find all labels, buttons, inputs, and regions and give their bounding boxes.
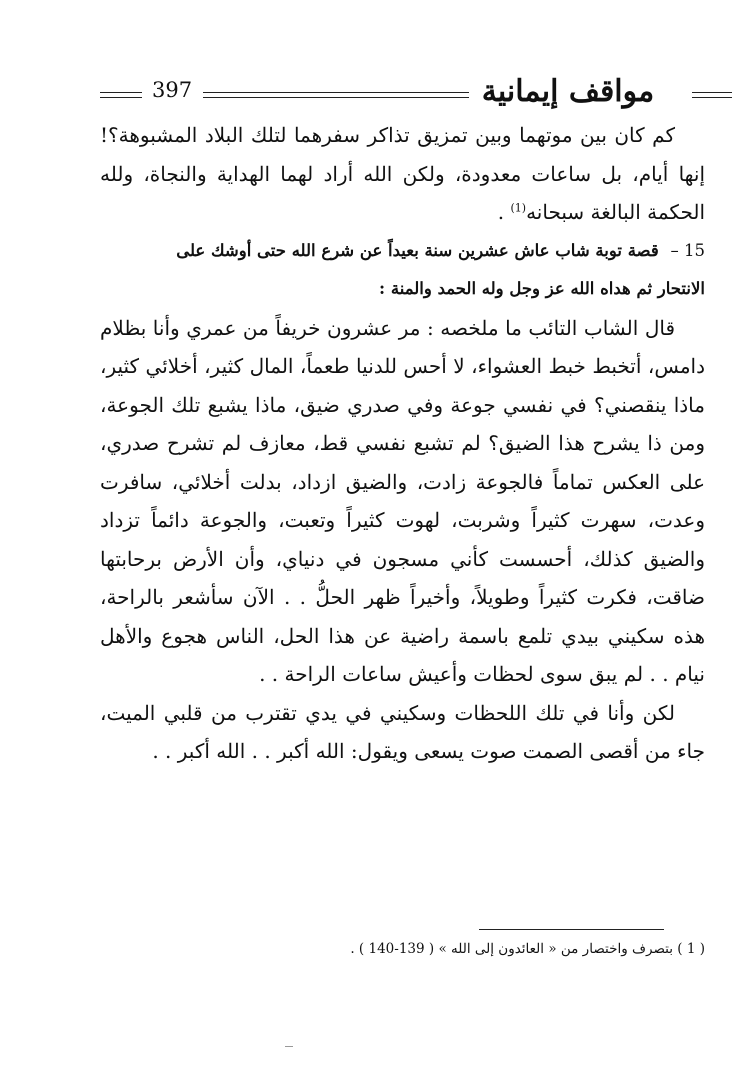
section-heading (100, 232, 705, 309)
body-text (100, 116, 705, 771)
footnote-reference[interactable]: (1) (510, 201, 527, 215)
section-title-line-2: الانتحار ثم هداه الله عز وجل وله الحمد والمنة : (379, 279, 705, 298)
header-rule-middle (203, 92, 469, 98)
paragraph-2-lead: قال الشاب التائب ما ملخصه : (426, 315, 675, 340)
header-rule-left (100, 92, 142, 98)
running-title: مواقف إيمانية (481, 74, 655, 109)
paragraph-2-text: مر عشرون خريفاً من عمري وأنا بظلام دامس، أتخبط خبط العشواء، لا أحس للدنيا طعماً، المال كثير، أخلائي كثير، ماذا ينقصني؟ في نفسي جوعة وفي صدري ضيق، ماذا يشبع تلك الجوعة، ومن ذا يشرح هذا الضيق؟ لم تشبع نفسي قط، معازف لم تشرح صدري، على العكس تماماً فالجوعة زادت، والضيق ازداد، بدلت أخلائي، سافرت وعدت، سهرت كثيراً وشربت، لهوت كثيراً وتعبت، والجوعة دائماً تزداد والضيق كذلك، أحسست كأني مسجون في دنياي، وأن الأرض برحابتها ضاقت، فكرت كثيراً وطويلاً، وأخيراً ظهر الحلُّ . . الآن سأشعر بالراحة، هذه سكيني بيدي تلمع باسمة راضية عن هذا الحل، الناس هجوع والأهل نيام . . لم يبق سوى لحظات وأعيش ساعات الراحة . . (100, 315, 706, 686)
scan-mark (285, 1046, 293, 1047)
paragraph-1-text: كم كان بين موتهما وبين تمزيق تذاكر سفرهما لتلك البلاد المشبوهة؟! إنها أيام، بل ساعات معدودة، ولكن الله أراد لهما الهداية والنجاة، ولله الحكمة البالغة سبحانه (100, 123, 705, 224)
footnote: ( 1 ) بتصرف واختصار من « العائدون إلى الله » ( 139-140 ) . (350, 941, 705, 957)
paragraph-1 (100, 116, 705, 232)
header-rule-right (692, 92, 732, 98)
page-number: 397 (152, 78, 193, 102)
paragraph-3: لكن وأنا في تلك اللحظات وسكيني في يدي تقترب من قلبي الميت، جاء من أقصى الصمت صوت يسعى ويقول: الله أكبر . . الله أكبر . . (100, 700, 705, 763)
page-header (100, 70, 710, 120)
footnote-separator (479, 929, 664, 930)
section-title-line-1: قصة توبة شاب عاش عشرين سنة بعيداً عن شرع الله حتى أوشك على (176, 240, 659, 260)
section-number: 15 – (670, 240, 705, 260)
paragraph-2 (100, 309, 705, 694)
paragraph-1-end: . (497, 200, 511, 224)
